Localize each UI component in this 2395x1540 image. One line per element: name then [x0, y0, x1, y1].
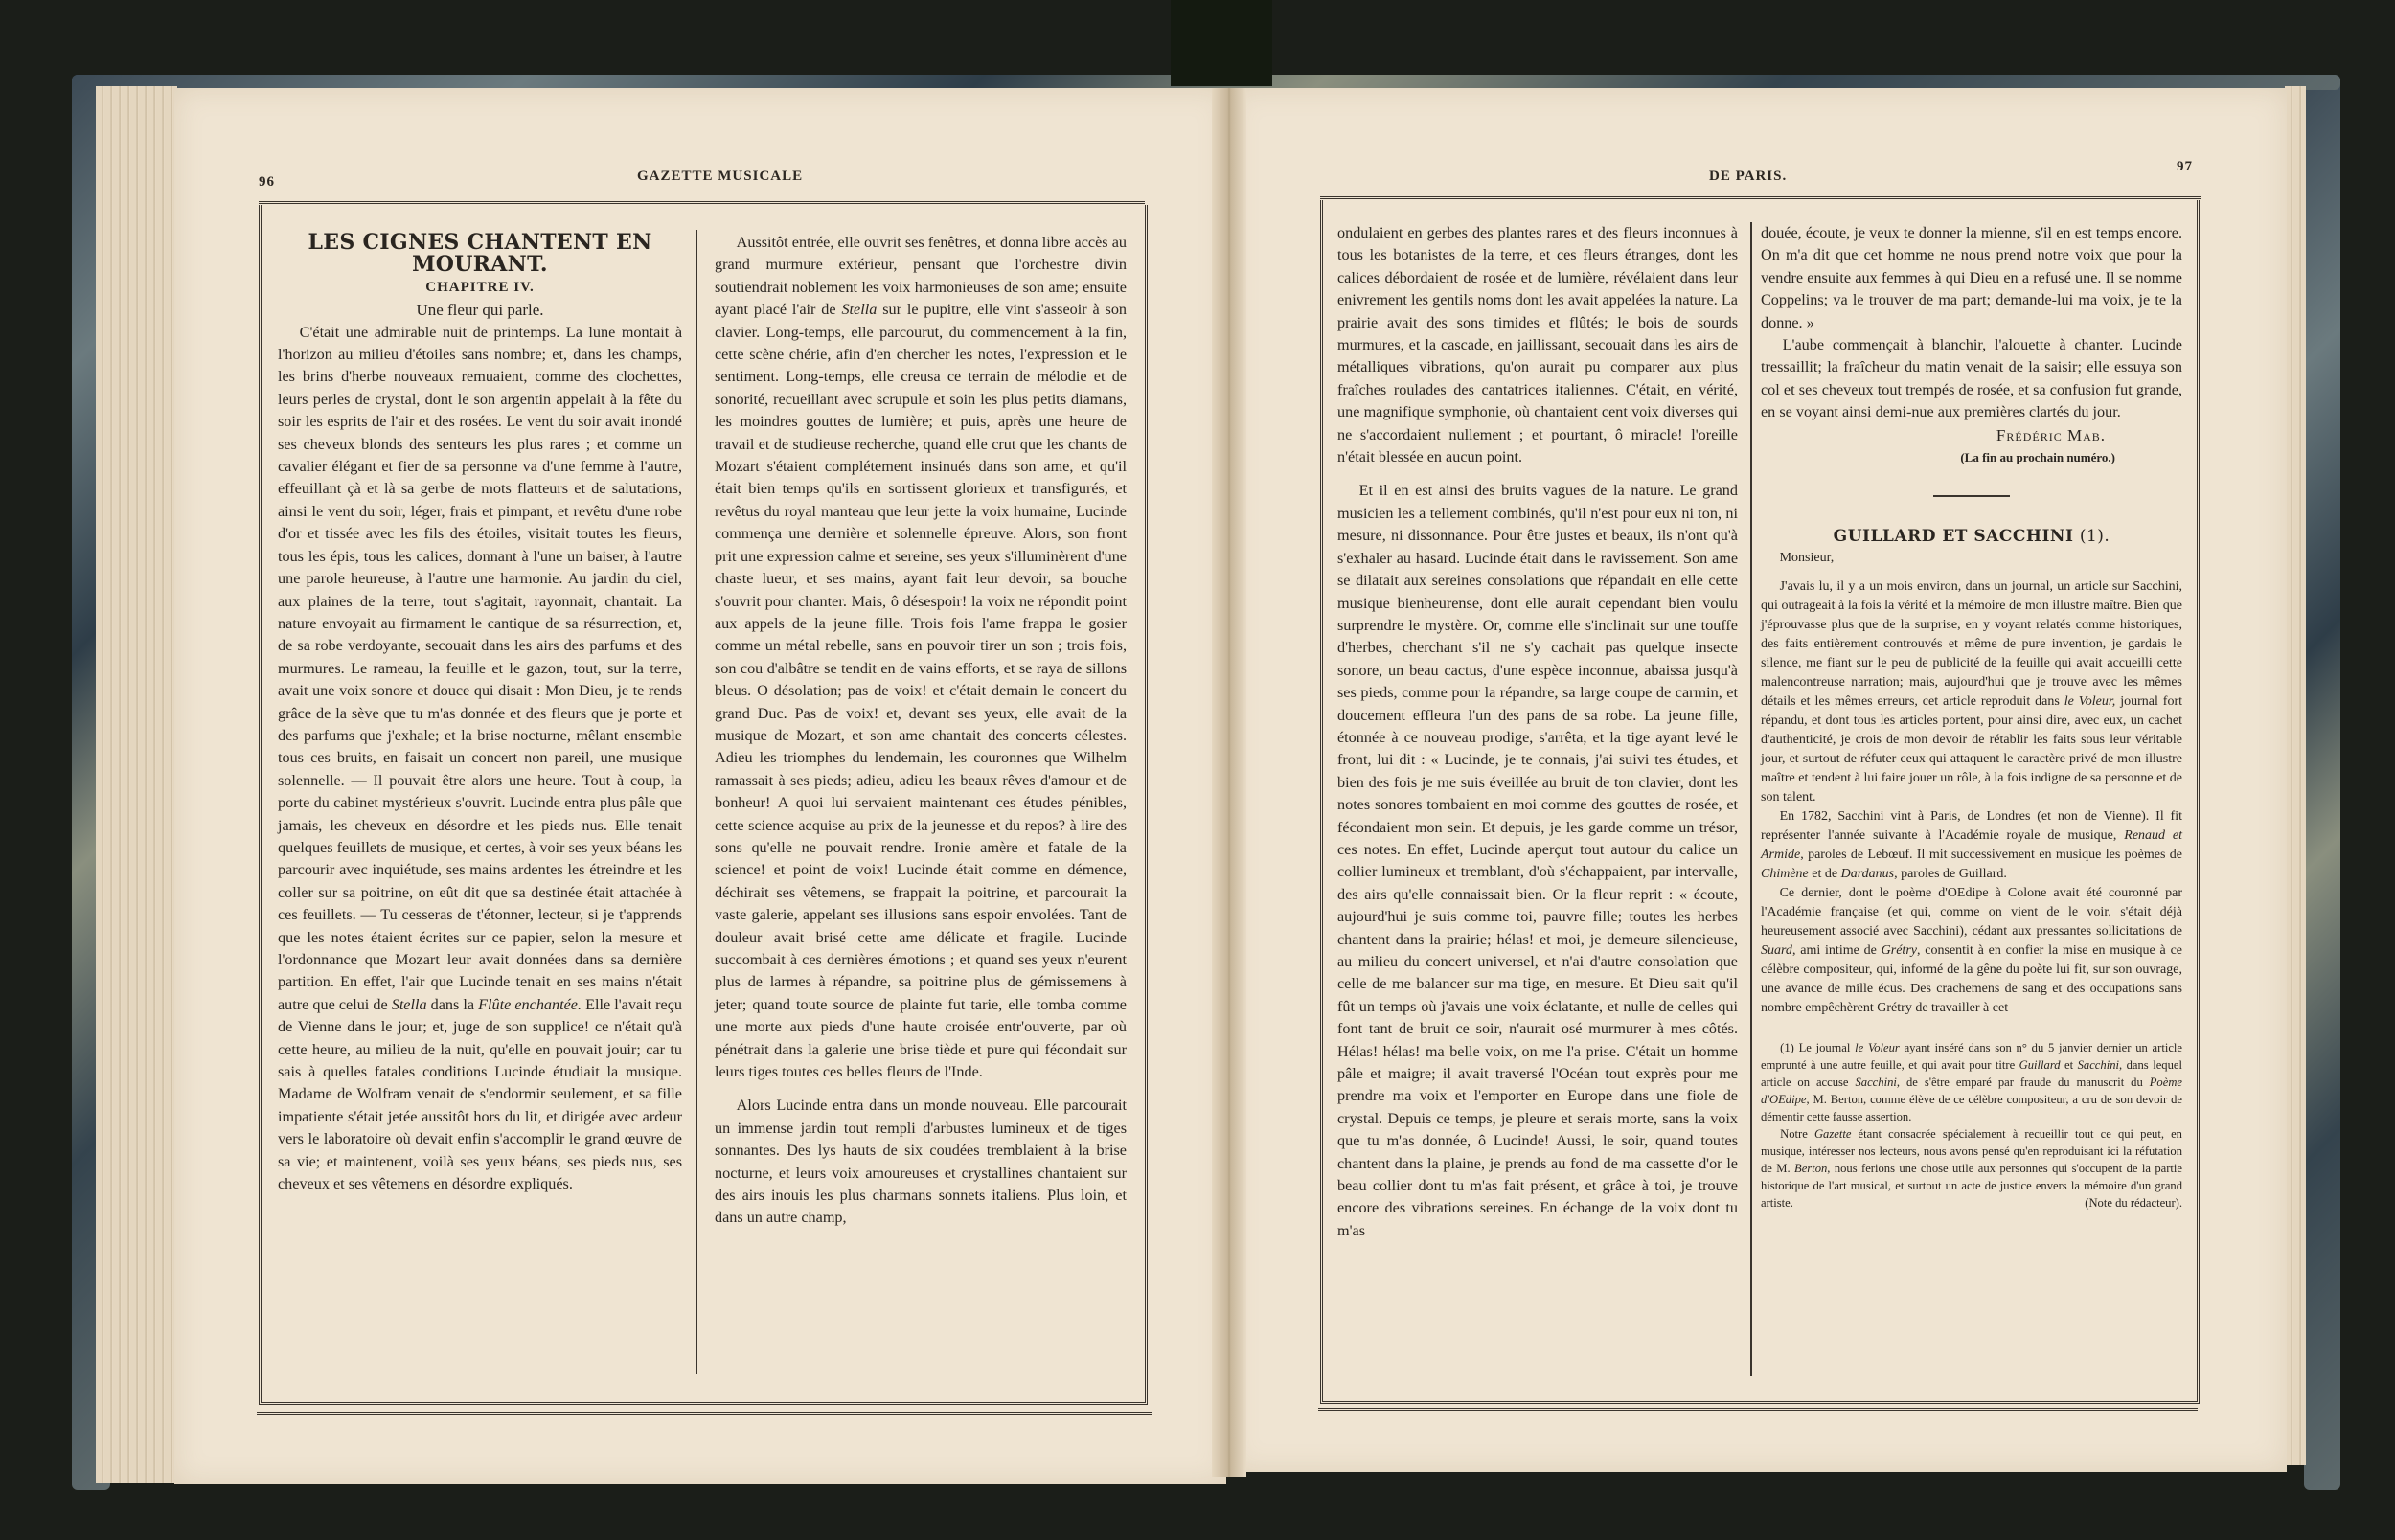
footnote-paragraph: Notre Gazette étant consacrée spécialement à recueillir tout ce qui peut, en musique, intéresser nos lecteurs, nous avons pensé qu'en reproduisant ici la réfutation de M. Berton, nous ferions une chose utile aux personnes qui s'occupent de la partie historique de l'art musical, et surtout un acte de justice envers la mémoire d'un grand artiste. (Note du rédacteur).: [1761, 1126, 2182, 1210]
column-divider-right: [1750, 222, 1752, 1376]
paragraph: L'aube commençait à blanchir, l'alouette à chanter. Lucinde tressaillit; la fraîcheur du matin venait de la saisir; elle essuya son col et ses cheveux tout trempés de rosée, et sa confusion fut grande, en se voyant ainsi demi-nue aux premières clartés du jour.: [1761, 336, 2182, 421]
spine-top: [1171, 0, 1272, 86]
paragraph: Aussitôt entrée, elle ouvrit ses fenêtres, et donna libre accès au grand murmure extérieur, pensant que l'orchestre divin soutiendrait noblement les voix harmonieuses de son ame; ensuite ayant placé l'air de Stella sur le pupitre, elle vint s'asseoir à son clavier. Long-temps, elle parcourut, du commencement à la fin, cette scène chérie, afin d'en chercher les notes, l'expression et le sentiment. Long-temps, elle creusa ce terrain de mélodie et de sonorité, recueillant avec scrupule et soin les plus petits diamans, les moindres gouttes de lumière; et puis, après une heure de travail et de studieuse recherche, quand elle crut que les chants de Mozart s'étaient complétement insinués dans son ame, et qu'il était bien temps qu'ils en sortissent glorieux et transfigurés, et revêtus du royal manteau que leur jette la voix humaine, Lucinde commença une dernière et solennelle épreuve. Alors, son front prit une expression calme et sereine, ses yeux s'illuminèrent d'une chaste lueur, et ses mains, ayant fait leur devoir, sa bouche s'ouvrit pour chanter. Mais, ô désespoir! la voix ne répondit point aux appels de la jeune fille. Trois fois l'ame frappa le gosier comme un métal rebelle, sans en pouvoir tirer un son ; trois fois, son cou d'albâtre se tendit en de vains efforts, et se raya de sillons bleus. O désolation; pas de voix! et c'était demain le concert du grand Duc. Pas de voix! et, devant ses yeux, elle avait de la musique de Mozart, et son ame chantait des concerts célestes. Adieu les triomphes du lendemain, les couronnes que Wilhelm ramassait à ses pieds; adieu, adieu les beaux rêves d'amour et de bonheur! A quoi lui servaient maintenant ces études pénibles, cette science acquise au prix de la jeunesse et du repos? à lire des sons qu'elle ne pouvait rendre. Ironie amère et fatale de la science! et point de voix! Lucinde était comme en démence, déchirait ses vêtemens, se frappait la poitrine, et parcourait la vaste galerie, appelant ses illusions sans espoir envolées. Tant de douleur avait brisé cette ame délicate et fragile. Lucinde succombait à ces dernières émotions ; et quand ses yeux n'eurent plus de larmes à répandre, sa poitrine plus de gémissemens à jeter; quand toute source de plainte fut tarie, elle tomba comme une morte aux pieds d'une haute croisée entr'ouverte, par où pénétrait dans la galerie une brise tiède et pure qui fécondait sur leurs tiges toutes ces belles fleurs de l'Inde.: [715, 234, 1128, 1081]
frame-bottom-rule-right: [1318, 1408, 2198, 1411]
frame-top-rule-left: [259, 201, 1145, 204]
left-page-column-2: [715, 232, 1127, 1230]
paragraph: Et il en est ainsi des bruits vagues de la nature. Le grand musicien les a tellement combinés, qu'il n'est pour eux ni ton, ni mesure, ni dissonnance. Pour être justes et beaux, ils n'ont qu'à s'exhaler au hasard. Lucinde était dans le ravissement. Son ame se dilatait aux sereines consolations que répandait en elle cette musique bienheurense, dont elle aurait cependant bien voulu surprendre le mystère. Or, comme elle s'inclinait sur une touffe d'herbes, cherchant s'il ne s'y cachait pas quelque insecte sonore, un beau cactus, d'une espèce inconnue, abaissa jusqu'à ses pieds, comme pour la répandre, sa large coupe de carmin, et doucement effleura l'un des pans de sa robe. La jeune fille, étonnée à ce nouveau prodige, s'arrêta, et la tige ayant levé le front, lui dit : « Lucinde, je te connais, j'ai suivi tes études, et bien des fois je me suis éveillée au bruit de ton clavier, dont les notes sonores tombaient en moi comme des gouttes de rosée, et fécondaient mon sein. Et depuis, je les garde comme un trésor, ces notes. En effet, Lucinde aperçut tout autour du calice un collier lumineux et tremblant, d'où s'échappaient, par intervalle, des airs qu'elle connaissait bien. Or la fleur reprit : « écoute, aujourd'hui je suis comme toi, pauvre fille; toutes les herbes chantent dans la prairie; hélas! et moi, je demeure silencieuse, au milieu du concert universel, et n'ai d'autre consolation que celle de me balancer sur ma tige, en mesure. Et Dieu sait qu'il fût un temps où j'avais une voix éclatante, et nulle de celles qui font tant de bruit ce soir, n'aurait osé murmurer à mes côtés. Hélas! hélas! ma belle voix, on me l'a prise. C'était un homme pâle et maigre; il avait traversé l'Océan tout exprès pour me prendre ma voix et l'emporter en Europe dans une fiole de crystal. Depuis ce temps, je pleure et serais morte, sans la voix que tu m'as donnée, ô Lucinde! Aussi, le soir, quand toutes chantent dans la plaine, je prends au fond de ma cassette d'or le beau collier dont tu m'as fait présent, et grâce à toi, je trouve encore des vibrations sereines. En échange de la voix dont tu m'as: [1337, 482, 1738, 1239]
section-separator: [1933, 495, 2010, 497]
paragraph: C'était une admirable nuit de printemps. La lune montait à l'horizon au milieu d'étoiles sans nombre; et, dans les champs, les brins d'herbe nouveaux remuaient, comme des clochettes, leurs perles de crystal, dont le son argentin appelait à la fête du soir les esprits de l'air et des rosées. Le vent du soir avait inondé ses cheveux blonds des senteurs les plus rares ; et comme un cavalier élégant et fier de sa personne va d'une femme à l'autre, effeuillant çà et là sa gerbe de mots flatteurs et de salutations, ainsi le vent du soir, léger, frais et pimpant, et revêtu d'une robe d'or et tissée avec les fils des étoiles, visitait toutes les fleurs, tous les épis, tous les calices, donnant à l'une un baiser, à l'autre une parole heureuse, à l'autre une harmonie. Au jardin du ciel, aux plaines de la terre, tout s'agitait, rayonnait, chantait. La nature envoyait au firmament le cantique de sa résurrection, et, de sa robe verdoyante, secouait dans les airs des parfums et des murmures. Le rameau, la feuille et le gazon, tout, sur la terre, avait une voix sonore et douce qui disait : Mon Dieu, je te rends grâce de la sève que tu m'as donnée et des fleurs que je porte et des parfums que j'exhale; et la brise nocturne, mêlant ensemble tous ces bruits, en faisait un concert non pareil, une musique solennelle. — Il pouvait être alors une heure. Tout à coup, la porte du cabinet mystérieux s'ouvrit. Lucinde entra plus pâle que jamais, les cheveux en désordre et les pieds nus. Elle tenait quelques feuillets de musique, et certes, à voir ses yeux béans les parcourir avec inquiétude, ses mains ardentes les étreindre et les coller sur sa poitrine, on eût dit que sa destinée était attachée à ces feuillets. — Tu cesseras de t'étonner, lecteur, si je t'apprends que les notes étaient écrites sur ce papier, selon la mesure et l'ordonnance que Mozart leur avait données dans sa dernière partition. En effet, l'air que Lucinde tenait en ses mains n'était autre que celui de Stella dans la Flûte enchantée. Elle l'avait reçu de Vienne dans le jour; et, juge de son supplice! ce n'était qu'à cette heure, au milieu de la nuit, qu'elle en pouvait jouir; car tu sais à quelles fatales conditions Lucinde étudiait la musique. Madame de Wolfram venait de s'endormir seulement, et sa fille impatiente s'était jetée aussitôt hors du lit, et dirigée avec ardeur vers le laboratoire où devait enfin s'accomplir le grand œuvre de sa vie; et maintenent, voilà ses yeux béans, ses pieds nus, ses cheveux et ses vêtemens en désordre expliqués.: [278, 323, 683, 1193]
editor-note: (Note du rédacteur).: [2085, 1195, 2182, 1210]
running-head-left: GAZETTE MUSICALE: [637, 169, 804, 184]
footnote-paragraph: (1) Le journal le Voleur ayant inséré dans son n° du 5 janvier dernier un article emprunté à une autre feuille, et qui avait pour titre Guillard et Sacchini, dans lequel article on accuse Sacchini, de s'être emparé par fraude du manuscrit du Poème d'OEdipe, M. Berton, comme élève de ce célèbre compositeur, a cru de son devoir de démentir cette fausse assertion.: [1761, 1040, 2183, 1123]
paragraph: En 1782, Sacchini vint à Paris, de Londres (et non de Vienne). Il fit représenter l'année suivante à l'Académie royale de musique, Renaud et Armide, paroles de Lebœuf. Il mit successivement en musique les poèmes de Chimène et de Dardanus, paroles de Guillard.: [1761, 808, 2182, 881]
right-page-column-1: [1337, 222, 1738, 1242]
right-page-column-2: [1761, 222, 2182, 1212]
article-title-2: GUILLARD ET SACCHINI (1).: [1833, 527, 2110, 547]
gutter: [1212, 88, 1246, 1477]
article-title: LES CIGNES CHANTENT EN MOURANT.: [308, 230, 652, 278]
left-page-column-1: [278, 232, 682, 1195]
column-divider-left: [696, 230, 697, 1374]
book-cover-right: [2304, 75, 2340, 1490]
chapter-subtitle: Une fleur qui parle.: [416, 301, 544, 320]
continuation-note: (La fin au prochain numéro.): [1960, 450, 2115, 465]
page-edges-right: [2285, 86, 2306, 1465]
frame-bottom-rule-left: [257, 1412, 1152, 1415]
running-head-right: DE PARIS.: [1709, 169, 1788, 184]
page-edges-left: [96, 86, 177, 1483]
paragraph: Ce dernier, dont le poème d'OEdipe à Colone avait été couronné par l'Académie française (et qui, comme on vient de le voir, s'était déjà heureusement associé avec Sacchini), cédant aux pressantes sollicitations de Suard, ami intime de Grétry, consentit à en confier la mise en musique à ce célèbre compositeur, qui, informé de la gêne du poète lui fit, sur son ouvrage, une avance de mille écus. Des crachemens de sang et des occupations sans nombre empêchèrent Grétry de travailler à cet: [1761, 885, 2182, 1015]
author-signature: Frédéric Mab.: [1996, 425, 2106, 444]
paragraph: ondulaient en gerbes des plantes rares et des fleurs inconnues à tous les botanistes de la terre, et ces fleurs étranges, dont les calices débordaient de rosée et de lumière, révélaient dans leur enivrement les gentils noms dont les avait appelées la nature. La prairie avait des sons timides et flûtés; le bois de sourds murmures, et la cascade, en jaillissant, secouait dans les airs de métalliques vibrations, qu'on aurait pu comparer aux plus fraîches roulades des cantatrices italiennes. C'était, en vérité, une magnifique symphonie, où chantaient cent voix diverses qui ne s'accordaient nullement ; et pourtant, ô miracle! l'oreille n'était blessée en aucun point.: [1337, 224, 1738, 466]
paragraph: Alors Lucinde entra dans un monde nouveau. Elle parcourait un immense jardin tout rempli d'arbustes lumineux et de tiges sonnantes. Des lys hauts de six coudées tremblaient à la brise nocturne, et leurs voix amoureuses et crystallines chantaient sur des airs inouis les plus charmans sonnets italiens. Plus loin, et dans un autre champ,: [715, 1097, 1127, 1227]
frame-top-rule-right: [1320, 196, 2201, 199]
page-number-right: 97: [2177, 159, 2193, 174]
footnote: [1761, 1039, 2182, 1212]
paragraph: douée, écoute, je veux te donner la mienne, s'il en est temps encore. On m'a dit que cet homme ne nous prend notre voix que pour la vendre ensuite aux femmes à qui Dieu en a refusé une. Il se nomme Coppelins; va le trouver de ma part; demande-lui ma voix, je te la donne. »: [1761, 224, 2182, 331]
salutation: Monsieur,: [1779, 550, 1835, 565]
chapter-heading: CHAPITRE IV.: [425, 279, 535, 295]
page-number-left: 96: [259, 174, 275, 190]
paragraph: J'avais lu, il y a un mois environ, dans un journal, un article sur Sacchini, qui outrageait à la fois la vérité et la mémoire de mon illustre maître. Bien que j'éprouvasse plus que de la surprise, en y voyant relatés comme historiques, des faits entièrement controuvés et même de pure invention, je gardais le silence, me fiant sur le peu de publicité de la feuille qui avait accueilli cette malencontreuse narration; mais, aujourd'hui que je trouve avec les mêmes détails et les mêmes erreurs, cet article reproduit dans le Voleur, journal fort répandu, et dont tous les articles portent, pour ainsi dire, avec eux, un cachet d'authenticité, je crois de mon devoir de rétablir les faits sous leur véritable jour, et surtout de réfuter ceux qui attaquent le caractère privé de mon illustre maître et tendent à lui faire jouer un rôle, à la fois indigne de sa personne et de son talent.: [1761, 578, 2183, 804]
